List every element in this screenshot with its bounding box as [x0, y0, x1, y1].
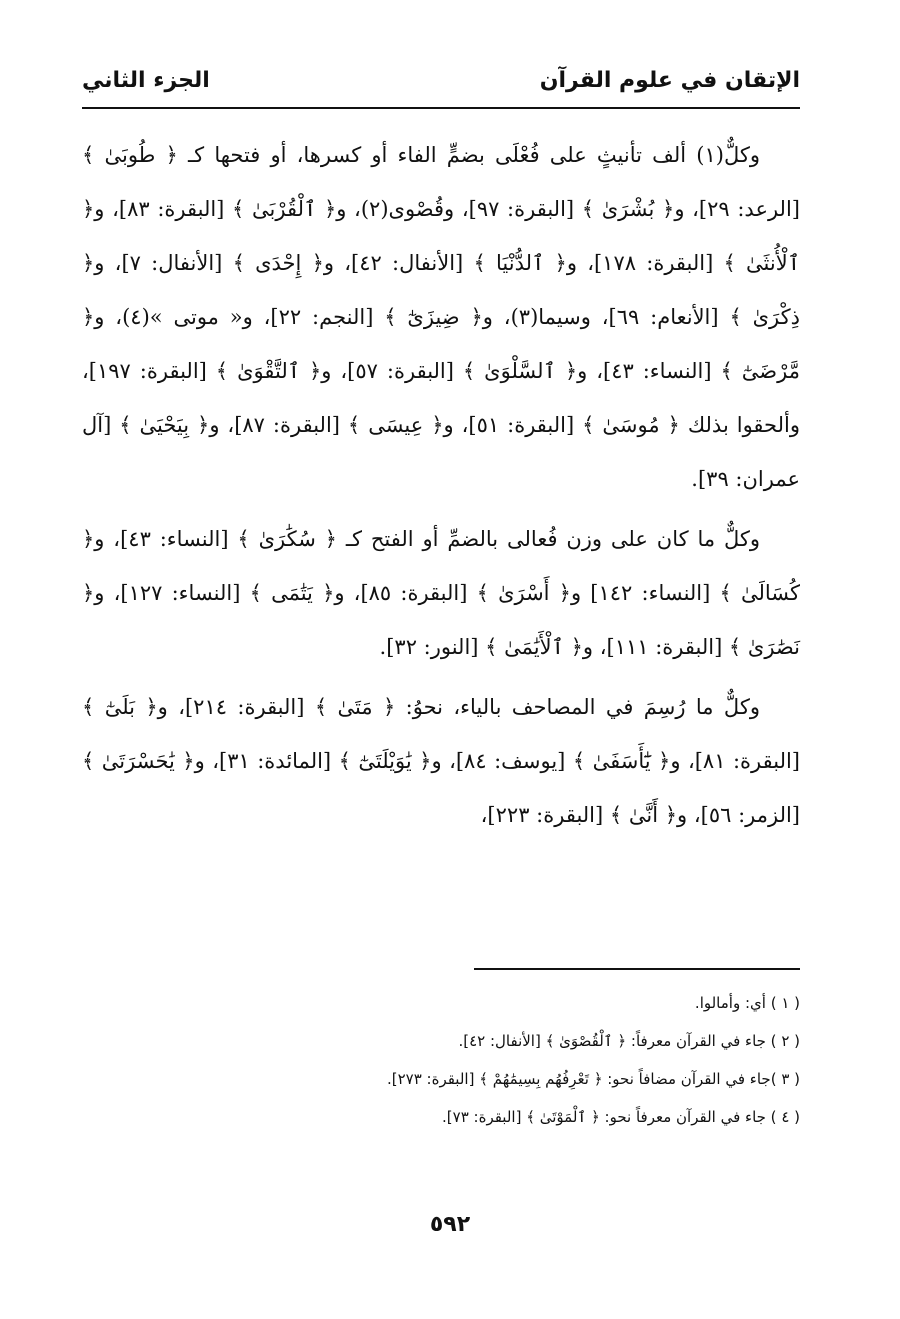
- part-label: الجزء الثاني: [82, 67, 210, 93]
- main-text: [82, 128, 800, 848]
- footnotes: [82, 984, 800, 1136]
- running-header: [82, 60, 800, 100]
- header-divider: [82, 107, 800, 109]
- footnote: ( ٣ )جاء في القرآن مضافاً نحو: ﴿ تَعْرِفُهُم بِسِيمَٰهُمْ ﴾ [البقرة: ٢٧٣].: [386, 1070, 800, 1088]
- book-title: الإتقان في علوم القرآن: [539, 67, 800, 93]
- paragraph: وكلٌّ ما كان على وزن فُعالى بالضمِّ أو الفتح كـ ﴿ سُكَٰرَىٰ ﴾ [النساء: ٤٣]، و﴿ كُسَالَىٰ ﴾ [النساء: ١٤٢] و﴿ أَسْرَىٰ ﴾ [البقرة: ٨٥]، و﴿ يَتَٰمَى ﴾ [النساء: ١٢٧]، و﴿ نَصَٰرَىٰ ﴾ [البقرة: ١١١]، و﴿ ٱلْأَيَٰمَىٰ ﴾ [النور: ٣٢].: [82, 527, 800, 659]
- footnote: ( ١ ) أي: وأمالوا.: [694, 994, 800, 1012]
- footnote: ( ٢ ) جاء في القرآن معرفاً: ﴿ ٱلْقُصْوَىٰ ﴾ [الأنفال: ٤٢].: [458, 1032, 800, 1050]
- paragraph: وكلٌّ(١) ألف تأنيثٍ على فُعْلَى بضمٍّ الفاء أو كسرها، أو فتحها كـ ﴿ طُوبَىٰ ﴾ [الرعد: ٢٩]، و﴿ بُشْرَىٰ ﴾ [البقرة: ٩٧]، وقُصْوى(٢)، و﴿ ٱلْقُرْبَىٰ ﴾ [البقرة: ٨٣]، و﴿ ٱلْأُنثَىٰ ﴾ [البقرة: ١٧٨]، و﴿ ٱلدُّنْيَا ﴾ [الأنفال: ٤٢]، و﴿ إِحْدَى ﴾ [الأنفال: ٧]، و﴿ ذِكْرَىٰ ﴾ [الأنعام: ٦٩]، وسيما(٣)، و﴿ ضِيزَىٰٓ ﴾ [النجم: ٢٢]، و« موتى »(٤)، و﴿ مَّرْضَىٰٓ ﴾ [النساء: ٤٣]، و﴿ ٱلسَّلْوَىٰ ﴾ [البقرة: ٥٧]، و﴿ ٱلتَّقْوَىٰ ﴾ [البقرة: ١٩٧]، وألحقوا بذلك ﴿ مُوسَىٰ ﴾ [البقرة: ٥١]، و﴿ عِيسَى ﴾ [البقرة: ٨٧]، و﴿ بِيَحْيَىٰ ﴾ [آل عمران: ٣٩].: [82, 143, 801, 491]
- footnote: ( ٤ ) جاء في القرآن معرفاً نحو: ﴿ ٱلْمَوْتَىٰ ﴾ [البقرة: ٧٣].: [442, 1108, 800, 1126]
- page-number: ٥٩٢: [429, 1212, 471, 1237]
- footnote-divider: [474, 968, 800, 970]
- paragraph: وكلٌّ ما رُسِمَ في المصاحف بالياء، نحوُ: ﴿ مَتَىٰ ﴾ [البقرة: ٢١٤]، و﴿ بَلَىٰٓ ﴾ [البقرة: ٨١]، و﴿ يَٰٓأَسَفَىٰ ﴾ [يوسف: ٨٤]، و﴿ يَٰوَيْلَتَىٰٓ ﴾ [المائدة: ٣١]، و﴿ يَٰحَسْرَتَىٰ ﴾ [الزمر: ٥٦]، و﴿ أَنَّىٰ ﴾ [البقرة: ٢٢٣]،: [82, 695, 800, 827]
